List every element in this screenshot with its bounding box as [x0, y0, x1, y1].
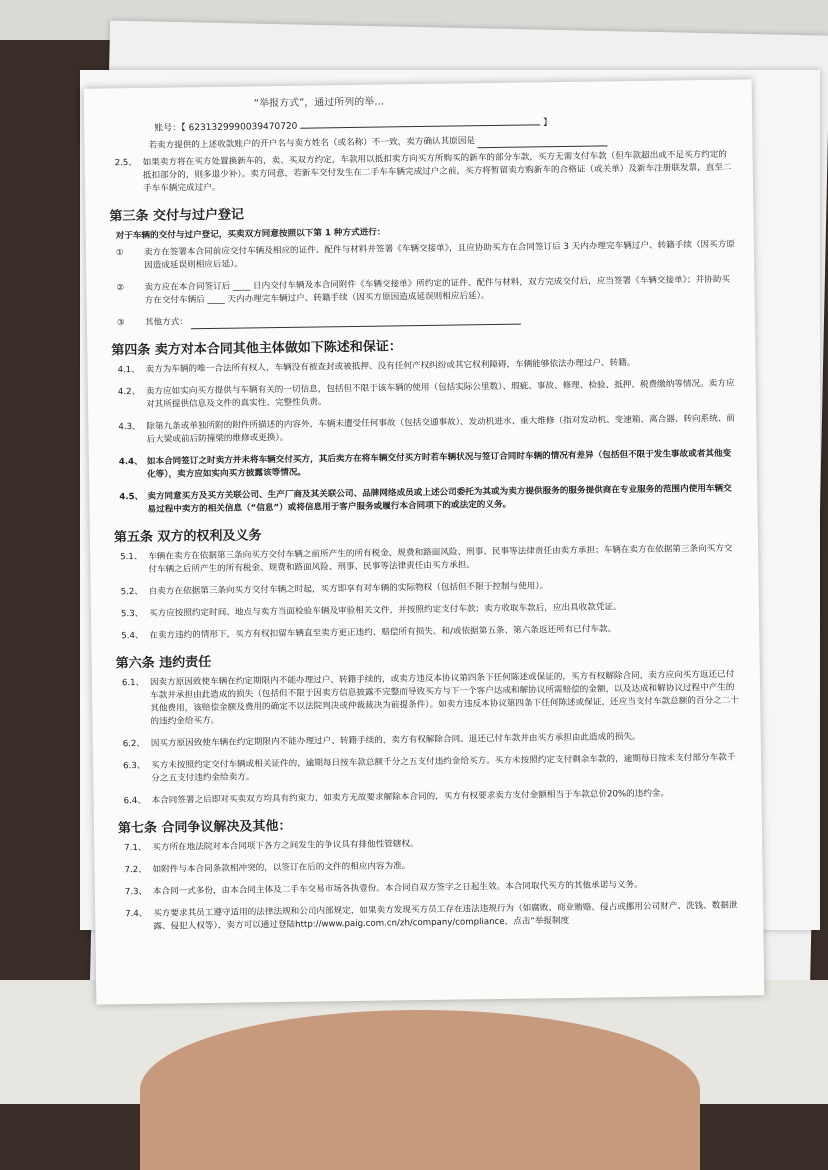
item-text: 本合同一式多份，由本合同主体及二手车交易市场各执壹份。本合同自双方签字之日起生效。本合同取代买方的其他承诺与义务。	[152, 879, 643, 897]
clause-text: 如果卖方将在买方处置换新车的，卖、买双方约定，车款用以抵扣卖方向买方所购买的新车的部分车款，买方无需支付车款（但车款超出或不足买方约定的抵扣部分的，则多退少补）。卖方同意，若新车交付发生在二手车车辆完成过户之前，买方将暂留卖方购新车的合格证（或关单）及新车注册联发票，直至二手车车辆完成过户。	[142, 149, 732, 194]
clause-num: 2.5、	[114, 157, 138, 169]
item-text: 买方要求其员工遵守适用的法律法规和公司内部规定，如果卖方发现买方员工存在违法违规行为（如腐败、商业贿赂、侵占或挪用公司财产、洗钱、数据泄露、侵犯人权等），卖方可以通过登陆http://www.paig.com.cn/zh/company/compliance，点击“举报制度	[153, 900, 738, 932]
item-text: 本合同签署之后即对买卖双方均具有约束力，如卖方无故要求解除本合同的，买方有权要求卖方支付金额相当于车款总价20%的违约金。	[151, 788, 670, 806]
item-num: 6.1、	[121, 677, 145, 689]
item-text: 卖方应在本合同签订后 ____ 日内交付车辆及本合同附件《车辆交接单》所约定的证件、配件与材料，双方完成交付后，应当签署《车辆交接单》；并协助买方在交付车辆后 ____ 天内办理完车辆过户、转籍手续（因买方原因造成延误则相应后延）。	[144, 274, 730, 306]
section6-item	[124, 787, 744, 809]
section4-item	[118, 413, 738, 448]
item-text: 卖方应如实向买方提供与车辆有关的一切信息，包括但不限于该车辆的使用（包括实际公里数）、瑕疵、事故、修理、检验、抵押、税费缴纳等情况。卖方应对其所提供信息及文件的真实性、完整性负责。	[145, 378, 735, 410]
item-num: 6.4、	[123, 795, 146, 807]
section7-title: 第七条 合同争议解决及其他：	[117, 818, 292, 837]
item-num: ③	[116, 318, 125, 329]
item-text: 买方应按照约定时间、地点与卖方当面检验车辆及审验相关文件，并按照约定支付车款；卖方收取车款后，应出具收款凭证。	[148, 602, 622, 619]
section3-item	[116, 239, 736, 274]
section7-item	[125, 900, 745, 935]
section3-title: 第三条 交付与过户登记	[109, 207, 245, 225]
intro-text: 若卖方提供的上述收款账户的开户名与卖方姓名（或名称）不一致，卖方确认其原因是	[148, 136, 476, 151]
section4-item	[119, 483, 739, 518]
clause-2-5	[115, 149, 735, 197]
item-num: 7.4、	[125, 908, 148, 920]
item-num: 4.3、	[118, 421, 141, 433]
item-num: 5.4、	[121, 630, 144, 642]
item-text: 如附件与本合同条款相冲突的，以签订在后的文件的相应内容为准。	[152, 861, 411, 875]
section5-title: 第五条 双方的权利及义务	[113, 528, 262, 546]
section6-title: 第六条 违约责任	[115, 654, 212, 672]
item-num: ②	[116, 283, 125, 294]
item-num: 6.2、	[122, 738, 146, 750]
item-num: 4.4、	[118, 456, 143, 468]
item-num: 6.3、	[123, 760, 146, 772]
item-text: 除第九条或单独所附的附件所描述的内容外，车辆未遭受任何事故（包括交通事故）、发动机进水、重大维修（指对发动机、变速箱、离合器、转向系统、前后大梁或前后防撞梁的维修或更换）。	[146, 413, 736, 445]
item-num: 7.1、	[124, 842, 147, 854]
item-text: 卖方同意买方及买方关联公司、生产厂商及其关联公司、品牌网络成员或上述公司委托为其或为卖方提供服务的服务提供商在专业服务的范围内使用车辆交易过程中卖方的相关信息（“信息”）或将信息用于客户服务或履行本合同项下的或法定的义务。	[147, 483, 732, 515]
account-close: 】	[543, 118, 553, 129]
section5-item	[121, 622, 741, 644]
item-num: 5.1、	[120, 551, 143, 563]
section6-item	[123, 752, 743, 787]
contract-page	[84, 79, 765, 1004]
item-text: 买方未按照约定交付车辆或相关证件的，逾期每日按车款总额千分之五支付违约金给买方。买方未按照约定支付剩余车款的，逾期每日按未支付部分车款千分之五支付违约金给卖方。	[151, 752, 736, 784]
item-num: 5.2、	[120, 586, 144, 598]
item-text: 卖方为车辆的唯一合法所有权人，车辆没有被查封或被抵押、没有任何产权纠纷或其它权利障碍，车辆能够依法办理过户、转籍。	[145, 358, 636, 375]
section7-item	[124, 856, 744, 878]
section3-lead: 对于车辆的交付与过户登记，买卖双方同意按照以下第 1 种方式进行：	[115, 227, 386, 242]
item-text: 因买方原因致使车辆在约定期限内不能办理过户、转籍手续的，卖方有权解除合同、退还已付车款并由买方承担由此造成的损失。	[150, 731, 641, 749]
section6-item	[123, 730, 743, 752]
item-text: 卖方在签署本合同前应交付车辆及相应的证件、配件与材料并签署《车辆交接单》，且应协助买方在合同签订后 3 天内办理完车辆过户、转籍手续（因买方原因造成延误则相应后延）。	[143, 239, 735, 271]
item-num: ①	[115, 248, 124, 259]
section5-item	[121, 578, 741, 600]
account-number: 6231329990039470720	[188, 121, 298, 134]
section7-item	[124, 834, 744, 856]
account-label: 账号：【	[154, 123, 186, 134]
item-text: 因卖方原因致使车辆在约定期限内不能办理过户、转籍手续的，或卖方违反本协议第四条下任何陈述或保证的，买方有权解除合同，卖方应向买方返还已付车款并承担由此造成的损失（包括但不限于因卖方信息披露不完整而导致买方与下一个客户达成和解协议所需赔偿的金额，以及达成和解协议过程中产生的其他费用，该赔偿金额及费用的确定不以法院判决或仲裁裁决为前提条件）。如卖方违反本协议第四条下任何陈述或保证，还应当支付车款总额的百分之二十的违约金给买方。	[149, 669, 739, 727]
item-num: 4.5、	[119, 491, 144, 503]
reason-blank	[478, 135, 608, 148]
item-num: 7.2、	[124, 864, 147, 876]
item-num: 7.3、	[124, 886, 148, 898]
section5-item	[120, 543, 740, 578]
item-text: 如本合同签订之时卖方并未将车辆交付买方，其后卖方在将车辆交付买方时若车辆状况与签订合同时车辆的情况有差异（包括但不限于发生事故或者其他变化等），卖方应如实向买方披露该等情况。	[146, 448, 732, 480]
section4-item	[118, 378, 738, 413]
section5-item	[121, 600, 741, 622]
top-fragment: “举报方式”，通过所列的举…	[253, 96, 385, 110]
item-num: 4.2、	[117, 386, 141, 398]
account-line	[154, 113, 734, 134]
section4-item	[119, 448, 739, 483]
item-text: 在卖方违约的情形下，买方有权扣留车辆直至卖方更正违约、赔偿所有损失、和/或依据第五条、第六条返还所有已付车款。	[149, 624, 617, 641]
section6-item	[122, 669, 743, 730]
section4-title: 第四条 卖方对本合同其他主体做如下陈述和保证：	[111, 339, 402, 359]
section7-item	[125, 878, 745, 900]
section3-item	[117, 309, 737, 331]
contract-content	[109, 88, 746, 944]
item-num: 5.3、	[120, 608, 144, 620]
item-text: 自卖方在依据第三条向买方交付车辆之时起，买方即享有对车辆的实际物权（包括但不限于控制与使用）。	[148, 581, 549, 597]
section4-item	[117, 356, 737, 378]
item-num: 4.1、	[117, 364, 140, 376]
item-text: 其他方式：	[144, 317, 188, 328]
section3-item	[116, 274, 736, 309]
account-underline	[300, 124, 540, 128]
item-text: 买方所在地法院对本合同项下各方之间发生的争议具有排他性管辖权。	[152, 839, 419, 853]
hand	[140, 1010, 700, 1170]
item-text: 车辆在卖方在依据第三条向买方交付车辆之前所产生的所有税金、规费和路面风险、刑事、民事等法律责任由卖方承担；车辆在卖方在依据第三条向买方交付车辆之后所产生的所有税金、规费和路面风险、刑事、民事等法律责任由买方承担。	[148, 543, 733, 575]
other-method-blank	[191, 314, 521, 330]
